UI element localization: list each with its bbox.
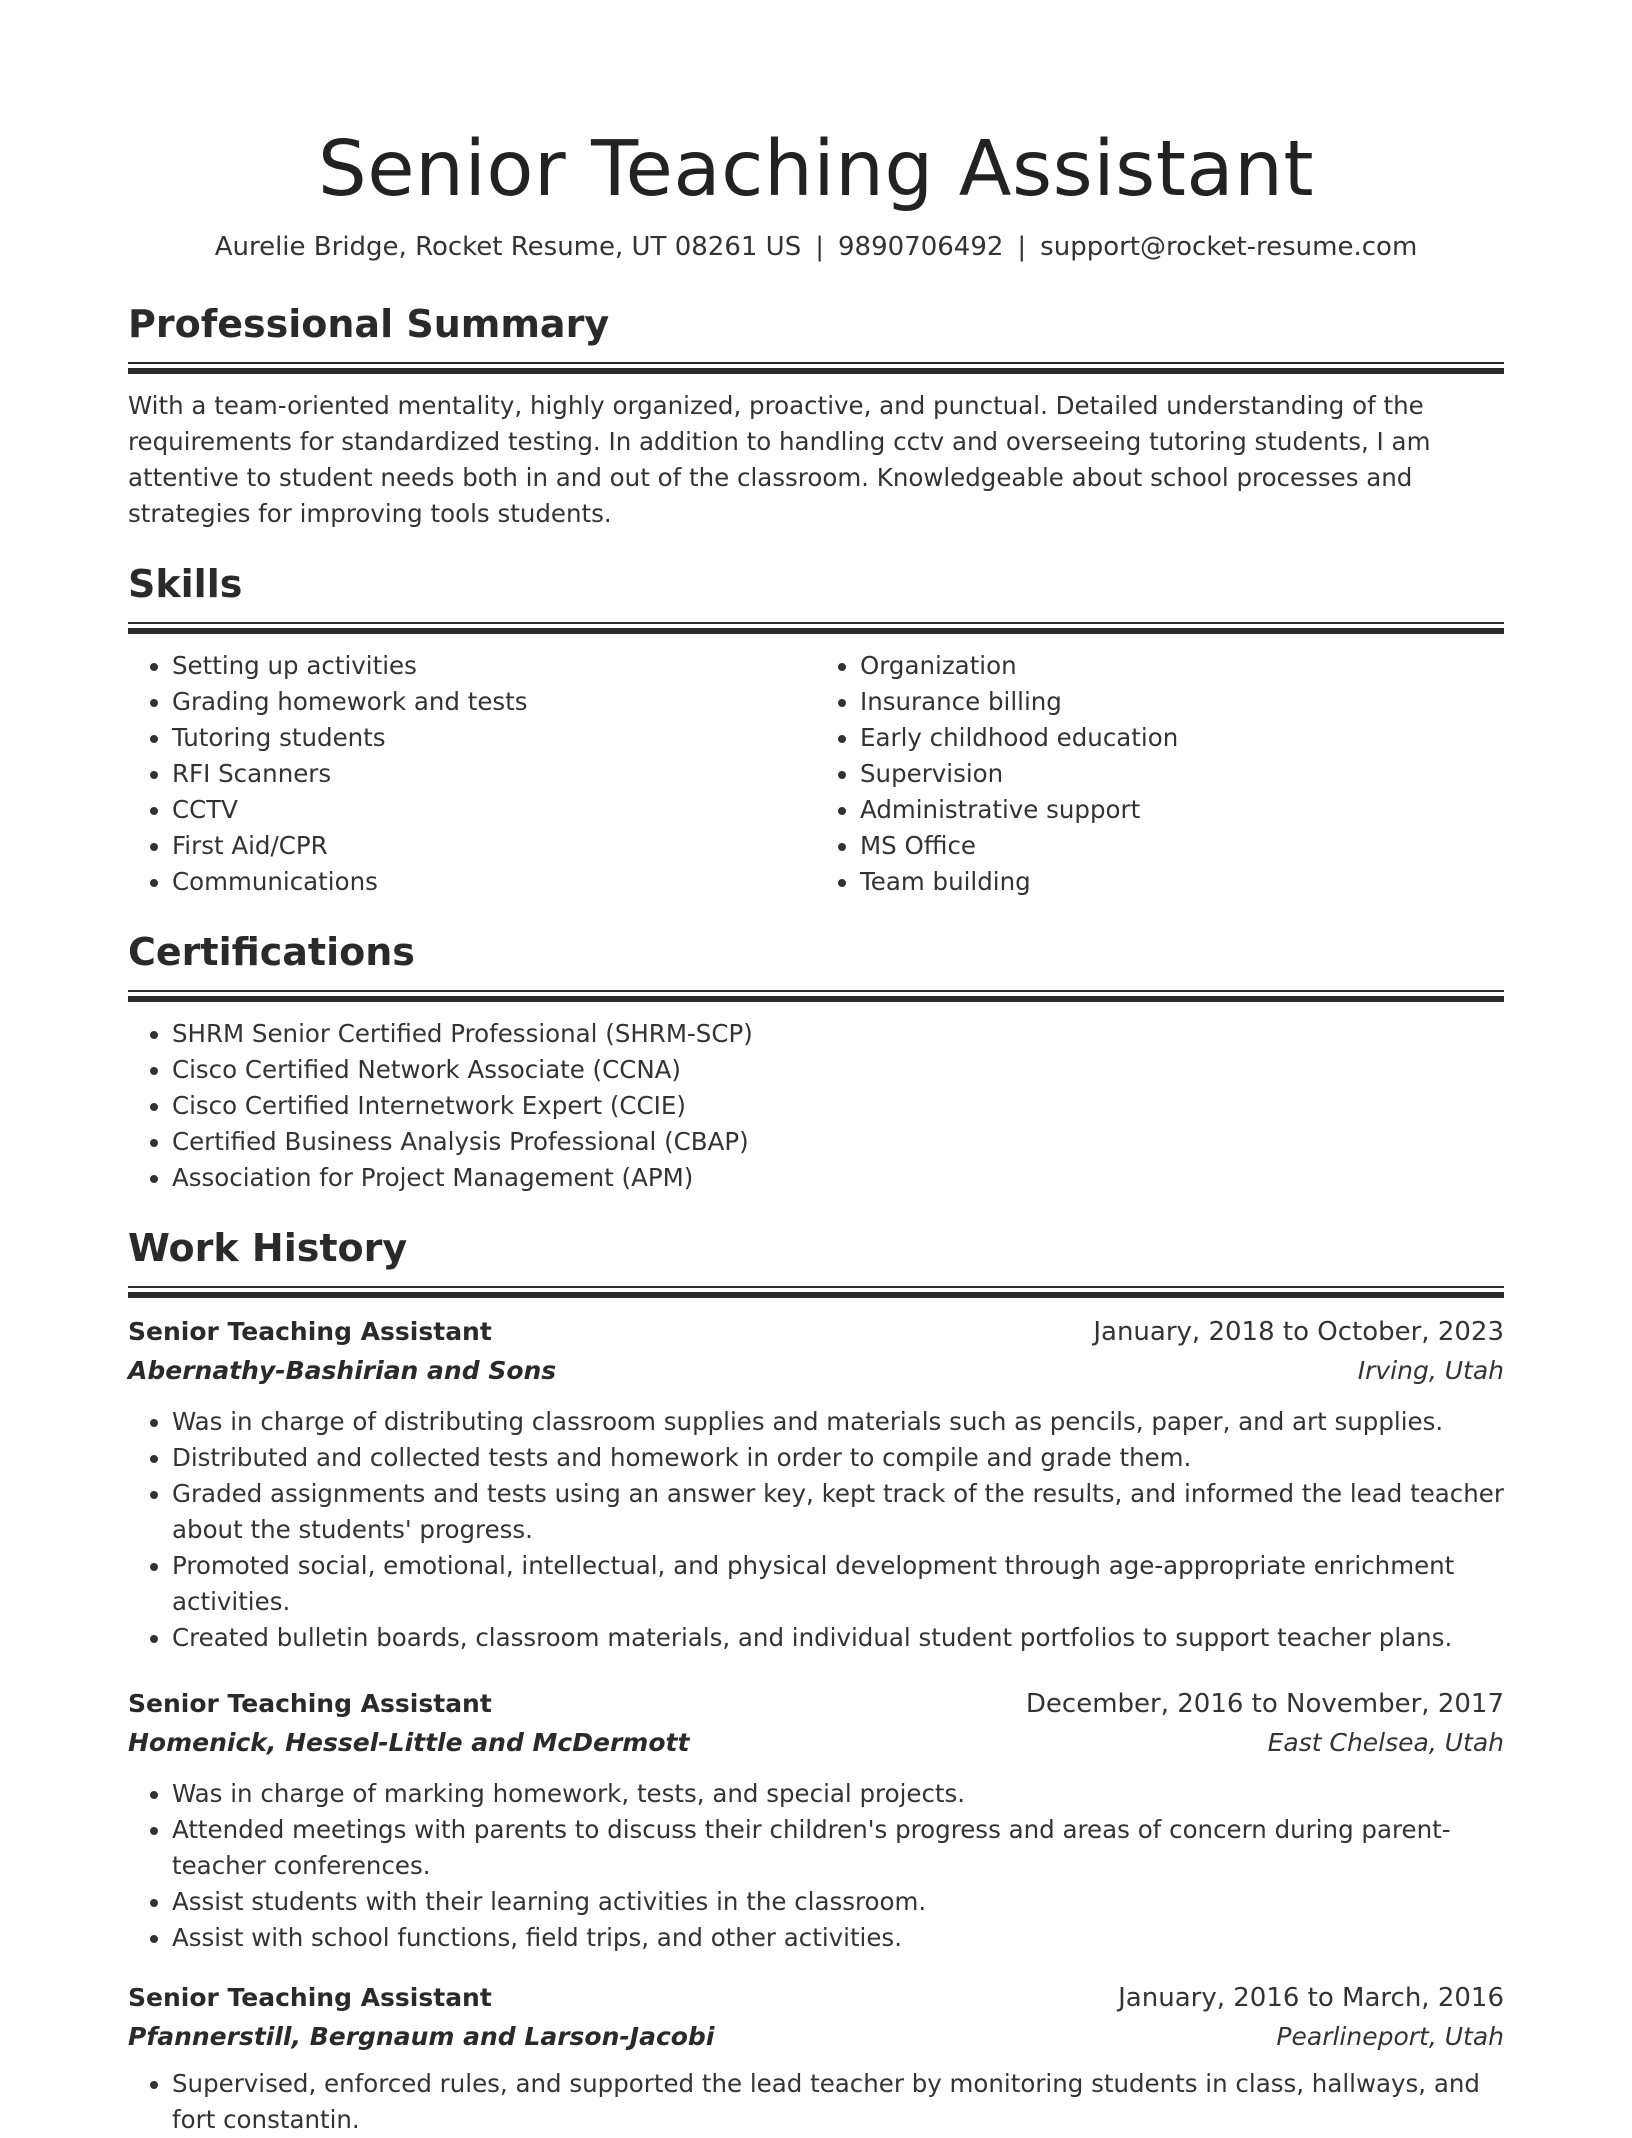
summary-text: With a team-oriented mentality, highly organized, proactive, and punctual. Detailed understanding of the requirements for standardized testing. In addition to handling cctv and overseeing tutoring students, I am attentive to student needs both in and out of the classroom. Knowledgeable about school processes and strategies for improving tools students. <box>128 391 1431 528</box>
job-location: Pearlineport, Utah <box>1276 2022 1504 2051</box>
skill-item: • Insurance billing <box>860 684 1504 720</box>
section-divider <box>128 1286 1504 1298</box>
job-subheader <box>128 1352 1504 1390</box>
job-bullet: • Promoted social, emotional, intellectual, and physical development through age-appropriate enrichment activities. <box>172 1548 1504 1620</box>
contact-line <box>128 230 1504 264</box>
job-company: Abernathy-Bashirian and Sons <box>128 1356 557 1385</box>
skill-item: • Communications <box>172 864 816 900</box>
job-entry <box>128 1684 1504 1956</box>
contact-separator: | <box>815 232 824 262</box>
job-header <box>128 1684 1504 1724</box>
section-divider <box>128 990 1504 1002</box>
job-bullets <box>128 1776 1504 1956</box>
job-bullet: • Was in charge of marking homework, tests, and special projects. <box>172 1776 1504 1812</box>
section-divider <box>128 362 1504 374</box>
job-subheader <box>128 1724 1504 1762</box>
skill-item: • CCTV <box>172 792 816 828</box>
job-bullet: • Supervised, enforced rules, and supported the lead teacher by monitoring students in class, hallways, and fort constantin. <box>172 2066 1504 2138</box>
skill-item: • Administrative support <box>860 792 1504 828</box>
job-bullet: • Was in charge of distributing classroom supplies and materials such as pencils, paper, and art supplies. <box>172 1404 1504 1440</box>
job-entry <box>128 1978 1504 2138</box>
skills-list-right <box>816 648 1504 900</box>
job-company: Homenick, Hessel-Little and McDermott <box>128 1728 690 1757</box>
job-dates: January, 2016 to March, 2016 <box>1118 1983 1504 2013</box>
skill-item: • Team building <box>860 864 1504 900</box>
job-title: Senior Teaching Assistant <box>128 1317 492 1346</box>
contact-separator: | <box>1017 232 1027 262</box>
job-entry <box>128 1312 1504 1656</box>
page-title: Senior Teaching Assistant <box>317 125 1315 214</box>
skill-item: • Tutoring students <box>172 720 816 756</box>
job-header <box>128 1312 1504 1352</box>
skill-item: • RFI Scanners <box>172 756 816 792</box>
job-dates: January, 2018 to October, 2023 <box>1093 1317 1504 1347</box>
job-title: Senior Teaching Assistant <box>128 1983 492 2012</box>
job-bullet: • Graded assignments and tests using an answer key, kept track of the results, and informed the lead teacher about the students' progress. <box>172 1476 1504 1548</box>
job-company: Pfannerstill, Bergnaum and Larson-Jacobi <box>128 2022 715 2051</box>
section-divider <box>128 622 1504 634</box>
certification-item: • Cisco Certified Network Associate (CCNA) <box>172 1052 1504 1088</box>
skills-section <box>128 560 1504 900</box>
contact-email[interactable]: support@rocket-resume.com <box>1040 232 1418 262</box>
certification-item: • Certified Business Analysis Professional (CBAP) <box>172 1124 1504 1160</box>
job-subheader <box>128 2018 1504 2056</box>
certification-item: • Cisco Certified Internetwork Expert (CCIE) <box>172 1088 1504 1124</box>
job-bullets <box>128 2066 1504 2138</box>
job-location: Irving, Utah <box>1357 1356 1504 1385</box>
certification-item: • Association for Project Management (APM) <box>172 1160 1504 1196</box>
skill-item: • MS Office <box>860 828 1504 864</box>
job-bullet: • Created bulletin boards, classroom materials, and individual student portfolios to support teacher plans. <box>172 1620 1504 1656</box>
job-bullet: • Assist with school functions, field trips, and other activities. <box>172 1920 1504 1956</box>
job-bullet: • Distributed and collected tests and homework in order to compile and grade them. <box>172 1440 1504 1476</box>
job-bullets <box>128 1404 1504 1656</box>
skill-item: • Setting up activities <box>172 648 816 684</box>
job-location: East Chelsea, Utah <box>1267 1728 1504 1757</box>
skills-columns <box>128 648 1504 900</box>
skill-item: • Grading homework and tests <box>172 684 816 720</box>
resume-page <box>128 0 1504 2138</box>
skill-item: • Organization <box>860 648 1504 684</box>
skill-item: • First Aid/CPR <box>172 828 816 864</box>
contact-address: Aurelie Bridge, Rocket Resume, UT 08261 US <box>214 232 802 262</box>
contact-phone: 9890706492 <box>837 232 1004 262</box>
certifications-list <box>128 1016 1504 1196</box>
job-header <box>128 1978 1504 2018</box>
job-title: Senior Teaching Assistant <box>128 1689 492 1718</box>
job-bullet: • Attended meetings with parents to discuss their children's progress and areas of concern during parent-teacher conferences. <box>172 1812 1504 1884</box>
section-heading-skills: Skills <box>128 562 243 606</box>
section-heading-certifications: Certifications <box>128 930 415 974</box>
skills-list-left <box>128 648 816 900</box>
section-heading-summary: Professional Summary <box>128 302 610 346</box>
job-dates: December, 2016 to November, 2017 <box>1025 1689 1504 1719</box>
job-bullet: • Assist students with their learning activities in the classroom. <box>172 1884 1504 1920</box>
certification-item: • SHRM Senior Certified Professional (SHRM-SCP) <box>172 1016 1504 1052</box>
skill-item: • Early childhood education <box>860 720 1504 756</box>
summary-section <box>128 300 1504 532</box>
section-heading-work: Work History <box>128 1226 408 1270</box>
skill-item: • Supervision <box>860 756 1504 792</box>
certifications-section <box>128 928 1504 1196</box>
work-section <box>128 1224 1504 2138</box>
